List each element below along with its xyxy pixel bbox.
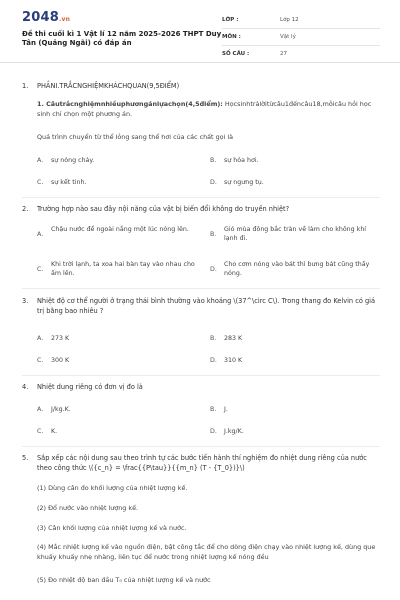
header (0, 0, 400, 63)
option-text: 273 K (51, 335, 70, 342)
option-text: 300 K (51, 357, 70, 364)
meta-value: Lớp 12 (280, 17, 299, 23)
section-title: PHẦNI.TRẮCNGHIỆMKHÁCHQUAN(9,5ĐIỂM) (37, 82, 180, 90)
divider (22, 375, 380, 376)
option-letter: C. (37, 357, 44, 364)
meta-row-subject (222, 29, 380, 46)
question-text: Nhiệt dung riêng có đơn vị đo là (37, 383, 143, 391)
option-letter: A. (37, 157, 44, 164)
option-text: Khi trời lạnh, ta xoa hai bàn tay vào nhau cho ấm lên. (51, 261, 195, 278)
item-number: 2. (22, 205, 29, 213)
option-text: sự ngưng tụ. (224, 179, 264, 186)
logo-main: 2048 (22, 10, 59, 25)
option-text: J. (224, 406, 228, 413)
item-number: 4. (22, 383, 29, 391)
document-title: Đề thi cuối kì 1 Vật lí 12 năm 2025-2026 THPT Duy Tân (Quảng Ngãi) có đáp án (22, 30, 222, 48)
option-letter: D. (210, 428, 217, 435)
section-instructions (37, 100, 382, 120)
option-text: 310 K (224, 357, 243, 364)
item-number: 5. (22, 454, 29, 462)
option-letter: A. (37, 335, 44, 342)
question-text: Quá trình chuyển từ thể lỏng sang thể hơi của các chất gọi là (37, 133, 234, 141)
option-letter: B. (210, 231, 217, 238)
option-text: J/kg.K. (51, 406, 71, 413)
item-number: 3. (22, 297, 29, 305)
option-letter: C. (37, 179, 44, 186)
option-letter: B. (210, 157, 217, 164)
question-text: Trường hợp nào sau đây nội năng của vật bị biến đổi không do truyền nhiệt? (37, 205, 290, 213)
option-text: Chậu nước để ngoài nắng một lúc nóng lên. (51, 226, 189, 233)
option-letter: C. (37, 428, 44, 435)
option-letter: C. (37, 266, 44, 273)
divider (22, 446, 380, 447)
option-letter: D. (210, 357, 217, 364)
divider (22, 288, 380, 289)
meta-row-count (222, 46, 380, 62)
question-text: Sắp xếp các nội dung sau theo trình tự các bước tiến hành thí nghiệm đo nhiệt dung riêng của nước theo công thức \({c_n} = \frac{{P\tau}}{{m_n} (T - {T_0})}\) (37, 454, 367, 472)
meta-key: SỐ CÂU : (222, 51, 250, 57)
instruction-text: Họcsinhtrảlờitừcâu1đếncâu18,mỗicâu hỏi học sinh chỉ chọn một phương án. (37, 100, 372, 118)
question-text: Nhiệt độ cơ thể người ở trạng thái bình thường vào khoảng \(37^\circ C\). Trong thang đo Kelvin có giá trị bằng bao nhiêu ? (37, 297, 376, 315)
option-text: 283 K (224, 335, 243, 342)
step-item: (1) Dùng cân đo khối lượng của nhiệt lượng kế. (37, 484, 188, 492)
step-item: (2) Đổ nước vào nhiệt lượng kế. (37, 504, 139, 512)
meta-row-grade (222, 12, 380, 29)
meta-key: LỚP : (222, 17, 239, 23)
option-letter: B. (210, 406, 217, 413)
option-letter: D. (210, 266, 217, 273)
option-letter: A. (37, 406, 44, 413)
option-text: sự hóa hơi. (224, 157, 259, 164)
step-item: (5) Đo nhiệt độ ban đầu T₀ của nhiệt lượng kế và nước (37, 576, 211, 584)
item-number: 1. (22, 82, 29, 90)
step-item: (3) Cân khối lượng của nhiệt lượng kế và nước. (37, 524, 187, 532)
option-text: J.kg/K. (224, 428, 244, 435)
site-logo[interactable] (22, 10, 70, 25)
option-text: Gió mùa đông bắc tràn về làm cho không khí lạnh đi. (224, 226, 367, 243)
divider (22, 197, 380, 198)
option-text: sự kết tinh. (51, 179, 87, 186)
option-letter: A. (37, 231, 44, 238)
option-text: Cho cơm nóng vào bát thì bưng bát cũng thấy nóng. (224, 261, 370, 278)
step-item: (4) Mắc nhiệt lượng kế vào nguồn điện, bật công tắc để cho dòng điện chạy vào nhiệt lượng kế, dùng que khuấy khuấy nhẹ nhàng, liên tục để nước trong nhiệt lượng kế nóng đều (37, 543, 376, 561)
option-letter: D. (210, 179, 217, 186)
meta-value: 27 (280, 51, 287, 57)
meta-key: MÔN : (222, 34, 241, 40)
meta-value: Vật lý (280, 34, 296, 40)
option-text: sự nóng chảy. (51, 157, 95, 164)
meta-table (222, 12, 380, 62)
instruction-lead: 1. Câutrắcnghiệmnhiềuphươngánlựachọn(4,5điểm): (37, 100, 223, 108)
option-letter: B. (210, 335, 217, 342)
logo-suffix: .vn (58, 16, 71, 23)
option-text: K. (51, 428, 58, 435)
